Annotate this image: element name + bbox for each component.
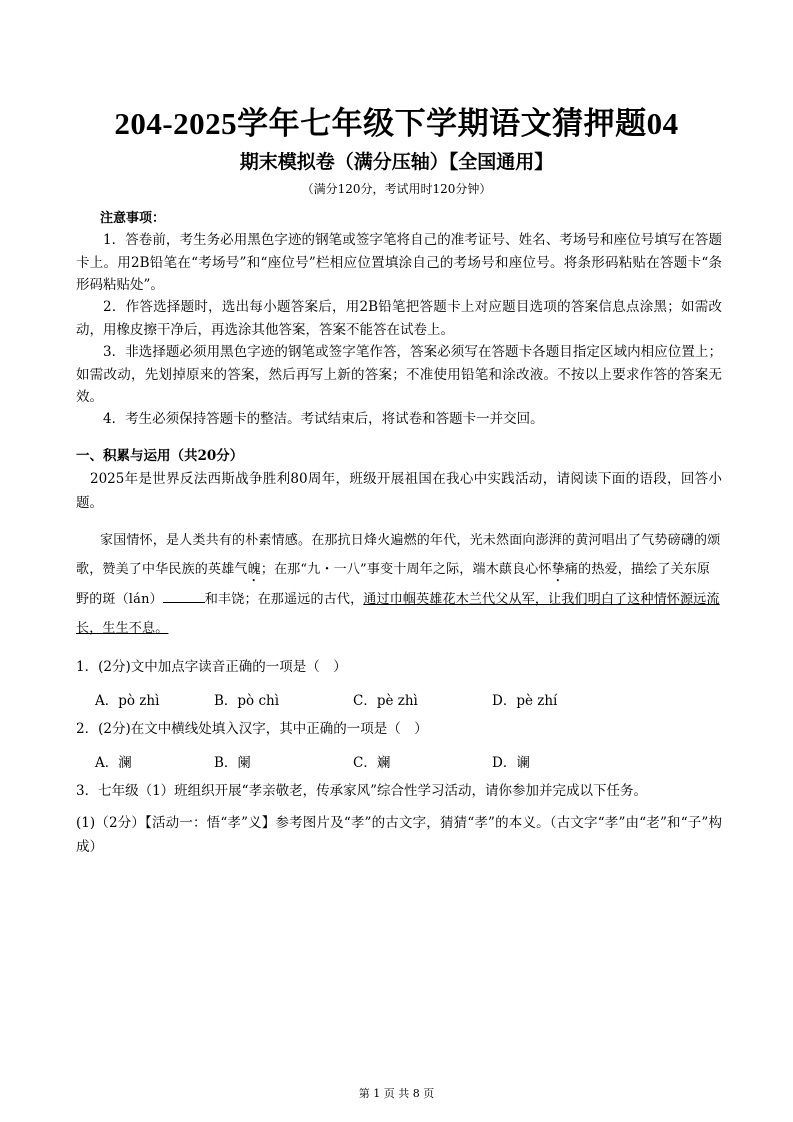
notice-item-2: 2．作答选择题时，选出每小题答案后，用2B铅笔把答题卡上对应题目选项的答案信息点涂黑；如需改动，用橡皮擦干净后，再选涂其他答案，答案不能答在试卷上。 bbox=[76, 299, 722, 338]
notice-item-3: 3．非选择题必须用黑色字迹的钢笔或签字笔作答，答案必须写在答题卡各题目指定区域内相应位置上；如需改动，先划掉原来的答案，然后再写上新的答案；不准使用铅笔和涂改液。不按以上要求作答的答案无效。 bbox=[76, 344, 722, 405]
q1-option-b[interactable]: B．pò chì bbox=[214, 693, 280, 709]
section-intro: 2025年是世界反法西斯战争胜利80周年，班级开展祖国在我心中实践活动，请阅读下面的语段，回答小题。 bbox=[76, 471, 722, 511]
passage-text-2: ；在那“九・一八”事变十周年之际，端木蕻良心怀 bbox=[260, 562, 552, 577]
question-2-stem: 2．(2分)在文中横线处填入汉字，其中正确的一项是（ ） bbox=[76, 721, 428, 737]
q2-option-b[interactable]: B．阑 bbox=[214, 755, 251, 771]
page-title: 204-2025学年七年级下学期语文猜押题04 bbox=[114, 106, 679, 141]
q1-option-c[interactable]: C．pè zhì bbox=[353, 693, 418, 709]
passage-text-1: 家国情怀，是人类共有的朴素情感。在那抗日烽火遍燃的年代，光未然面向澎湃的黄河唱出了气势磅礴的颂歌，赞美了中华民族的英雄气 bbox=[76, 533, 721, 577]
notice-item-4: 4．考生必须保持答题卡的整洁。考试结束后，将试卷和答题卡一并交回。 bbox=[103, 411, 544, 427]
q2-option-d[interactable]: D．谰 bbox=[492, 755, 530, 771]
notice-item-1: 1．答卷前，考生务必用黑色字迹的钢笔或签字笔将自己的准考证号、姓名、考场号和座位号填写在答题卡上。用2B铅笔在“考场号”和“座位号”栏相应位置填涂自己的考场号和座位号。将条形码粘贴在答题卡“条形码粘贴处”。 bbox=[76, 232, 722, 293]
question-3-1: (1)（2分）【活动一：悟“孝”义】参考图片及“孝”的古文字，猜猜“孝”的本义。（古文字“孝”由“老”和“子”构成） bbox=[76, 815, 722, 855]
score-info: （满分120分，考试用时120分钟） bbox=[301, 182, 492, 196]
dotted-char-1: 魄 bbox=[247, 562, 261, 577]
passage-text-3: 痛的热爱，描绘了关东原野的斑（lán） bbox=[76, 562, 711, 607]
passage-text-4: 和丰饶；在那遥远的古代， bbox=[204, 592, 364, 607]
q2-option-c[interactable]: C．斓 bbox=[353, 755, 391, 771]
fill-blank[interactable] bbox=[163, 588, 205, 603]
q2-option-a[interactable]: A．澜 bbox=[95, 755, 132, 771]
q1-option-a[interactable]: A．pò zhì bbox=[95, 693, 160, 709]
notice-heading: 注意事项： bbox=[100, 211, 166, 226]
q1-option-d[interactable]: D．pè zhí bbox=[492, 693, 558, 709]
page-footer: 第 1 页 共 8 页 bbox=[358, 1087, 435, 1100]
underlined-sentence: 通过巾帼英雄花木兰代父从军，让我们明白了这种情怀源远流长，生生不息。 bbox=[76, 592, 720, 636]
section-heading: 一、积累与运用（共20分） bbox=[76, 448, 244, 464]
reading-passage bbox=[76, 526, 722, 643]
dotted-char-2: 挚 bbox=[551, 562, 565, 577]
question-1-stem: 1．(2分)文中加点字读音正确的一项是（ ） bbox=[76, 659, 347, 675]
page-subtitle: 期末模拟卷（满分压轴）【全国通用】 bbox=[239, 151, 554, 173]
question-3-stem: 3．七年级（1）班组织开展“孝亲敬老，传承家风”综合性学习活动，请你参加并完成以下任务。 bbox=[76, 783, 647, 799]
